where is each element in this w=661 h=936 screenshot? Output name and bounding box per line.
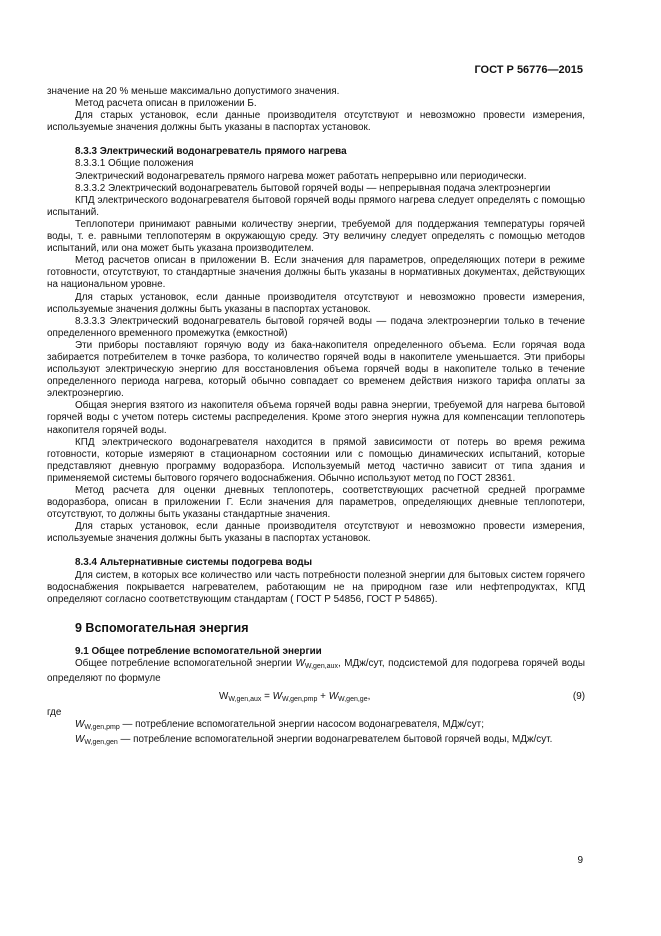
section-heading-9-1: 9.1 Общее потребление вспомогательной энергии: [75, 645, 322, 657]
subsection-heading: 8.3.3.2 Электрический водонагреватель бытовой горячей воды — непрерывная подача электроэнергии: [75, 182, 551, 194]
formula-subscript: W,gen,ge: [338, 696, 368, 704]
document-body: [47, 86, 585, 749]
definition-text: — потребление вспомогательной энергии насосом водонагревателя, МДж/сут;: [119, 719, 484, 731]
formula-operator: =: [261, 691, 273, 703]
text-run: Общее потребление вспомогательной энергии: [75, 657, 296, 669]
section-heading-9: 9 Вспомогательная энергия: [75, 620, 249, 635]
symbol-subscript: W,gen,aux: [304, 662, 338, 670]
formula-9: [47, 691, 585, 705]
text-run: , МДж/сут, подсистемой для подогрева горячей воды определяют по формуле: [47, 657, 585, 685]
formula-subscript: W,gen,pmp: [282, 696, 318, 704]
definition-text: — потребление вспомогательной энергии водонагревателем бытовой горячей воды, МДж/сут.: [117, 734, 553, 746]
section-heading-8-3-3: 8.3.3 Электрический водонагреватель прямого нагрева: [75, 146, 347, 158]
subsection-heading: 8.3.3.1 Общие положения: [75, 158, 194, 170]
paragraph: [47, 658, 585, 685]
paragraph: КПД электрического водонагревателя бытовой горячей воды прямого нагрева следует определять с помощью испытаний.: [47, 194, 585, 218]
paragraph: Для систем, в которых все количество или часть потребности полезной энергии для бытовых систем горячего водоснабжения покрывается нагревателем, работающим не на природном газе или нефтепродуктах, КПД определяют согласно соответствующим стандартам ( ГОСТ Р 54856, ГОСТ Р 54865).: [47, 569, 585, 605]
definition-item: [47, 719, 585, 734]
definition-item: [47, 734, 585, 749]
paragraph: Электрический водонагреватель прямого нагрева может работать непрерывно или периодически.: [75, 170, 527, 182]
formula-expression: [219, 691, 370, 706]
formula-symbol: W: [272, 691, 282, 703]
formula-symbol: W: [219, 691, 229, 703]
paragraph: Метод расчета описан в приложении Б.: [75, 98, 257, 110]
formula-symbol: W: [328, 691, 339, 703]
subsection-heading: 8.3.3.3 Электрический водонагреватель бытовой горячей воды — подача электроэнергии только в течение определенного временного промежутка (емкостной): [47, 315, 585, 339]
symbol-subscript: W,gen,pmp: [84, 724, 120, 732]
page-number: 9: [577, 855, 583, 866]
formula-subscript: W,gen,aux: [228, 696, 262, 704]
formula-punctuation: ,: [367, 691, 371, 703]
formula-number: (9): [572, 691, 585, 703]
where-label: где: [47, 707, 62, 719]
paragraph: Метод расчетов описан в приложении В. Если значения для параметров, определяющих потери в режиме готовности, отсутствуют, то стандартные значения должны быть указаны в нормативных документах, действующих на национальном уровне.: [47, 255, 585, 291]
symbol: W: [75, 734, 85, 746]
paragraph: Для старых установок, если данные производителя отсутствуют и невозможно провести измерения, используемые значения должны быть указаны в паспортах установок.: [47, 291, 585, 315]
paragraph: Для старых установок, если данные производителя отсутствуют и невозможно провести измерения, используемые значения должны быть указаны в паспортах установок.: [47, 110, 585, 134]
section-heading-8-3-4: 8.3.4 Альтернативные системы подогрева воды: [75, 557, 312, 569]
paragraph: Метод расчета для оценки дневных теплопотерь, соответствующих расчетной средней программе водоразбора, описан в приложении Г. Если значения для параметров, определяющих дневные теплопотери, отсутствуют, то должны быть указаны стандартные значения.: [47, 485, 585, 521]
formula-operator: +: [317, 691, 329, 703]
document-header: ГОСТ Р 56776—2015: [474, 64, 583, 76]
paragraph: Общая энергия взятого из накопителя объема горячей воды равна энергии, требуемой для нагрева бытовой горячей воды с учетом потерь системы распределения. Кроме этого энергия нужна для компенсации теплопотерь накопителя горячей воды.: [47, 400, 585, 436]
paragraph: КПД электрического водонагревателя находится в прямой зависимости от потерь во время режима готовности, которые измеряют в стационарном состоянии или с помощью динамических испытаний, которые представляют дневную программу водоразбора. Используемый метод частично зависит от типа здания и применяемой системы бытового горячего водоснабжения. Обычно используют метод по ГОСТ 28361.: [47, 436, 585, 484]
symbol: W: [75, 719, 85, 731]
paragraph: значение на 20 % меньше максимально допустимого значения.: [47, 86, 340, 97]
symbol-subscript: W,gen,gen: [84, 739, 118, 747]
paragraph: Эти приборы поставляют горячую воду из бака-накопителя определенного объема. Если горячая вода забирается потребителем в точке разбора, то количество горячей воды в накопителе уменьшается. Эти приборы используют электрическую энергию для восстановления объема горячей воды в накопителе только в течение определенного периода нагрева, который обычно совпадает со временем действия низкого тарифа оплаты за электроэнергию.: [47, 339, 585, 400]
paragraph: Теплопотери принимают равными количеству энергии, требуемой для поддержания температуры горячей воды, т. е. равными теплопотерям в окружающую среду. Эту величину следует определять с помощью методов испытаний, или она может быть указана производителем.: [47, 218, 585, 255]
paragraph: Для старых установок, если данные производителя отсутствуют и невозможно провести измерения, используемые значения должны быть указаны в паспортах установок.: [47, 521, 585, 545]
symbol: W: [295, 657, 305, 669]
